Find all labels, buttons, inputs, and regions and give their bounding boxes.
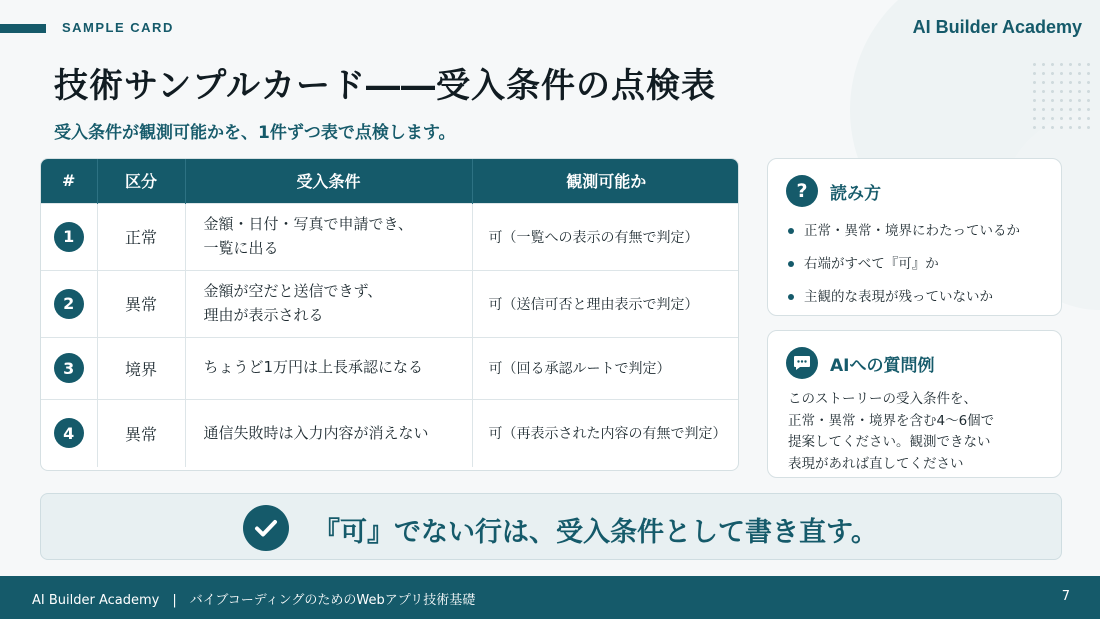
bullet-icon xyxy=(788,261,794,267)
column-header: 区分 xyxy=(97,159,185,203)
list-item: 主観的な表現が残っていないか xyxy=(788,285,1020,305)
callout-banner xyxy=(40,493,1062,560)
check-icon xyxy=(243,505,289,551)
row-category: 異常 xyxy=(97,399,185,467)
row-condition: 通信失敗時は入力内容が消えない xyxy=(185,399,472,467)
brand-logo: AI Builder Academy xyxy=(912,17,1082,37)
table-row xyxy=(41,337,739,399)
table-header-row xyxy=(41,159,739,203)
question-icon: ? xyxy=(786,175,818,207)
question-example-title: AIへの質問例 xyxy=(830,355,935,376)
page-subtitle: 受入条件が観測可能かを、1件ずつ表で点検します。 xyxy=(54,123,456,143)
footer-text: AI Builder Academy | バイブコーディングのためのWebアプリ技術基礎 xyxy=(32,593,476,608)
table-row xyxy=(41,270,739,337)
table-row xyxy=(41,203,739,270)
question-example-text: このストーリーの受入条件を、 正常・異常・境界を含む4〜6個で 提案してください。観測できない 表現があれば直してください xyxy=(788,391,995,472)
footer xyxy=(0,576,1100,619)
row-condition: ちょうど1万円は上長承認になる xyxy=(185,337,472,399)
row-observable: 可（再表示された内容の有無で判定） xyxy=(472,399,739,467)
question-example-card xyxy=(767,330,1062,478)
row-number-badge: 3 xyxy=(54,353,84,383)
howto-card xyxy=(767,158,1062,316)
row-category: 境界 xyxy=(97,337,185,399)
row-category: 異常 xyxy=(97,270,185,337)
bullet-icon xyxy=(788,294,794,300)
accent-bar xyxy=(0,24,46,33)
column-header: 受入条件 xyxy=(185,159,472,203)
list-item: 正常・異常・境界にわたっているか xyxy=(788,219,1020,239)
row-number-badge: 1 xyxy=(54,222,84,252)
sample-card-label: SAMPLE CARD xyxy=(62,20,174,35)
row-condition: 金額が空だと送信できず、 理由が表示される xyxy=(185,270,472,337)
row-observable: 可（送信可否と理由表示で判定） xyxy=(472,270,739,337)
table-row xyxy=(41,399,739,467)
howto-list xyxy=(788,219,1020,318)
row-number-badge: 2 xyxy=(54,289,84,319)
row-number-badge: 4 xyxy=(54,418,84,448)
row-observable: 可（一覧への表示の有無で判定） xyxy=(472,203,739,270)
row-condition: 金額・日付・写真で申請でき、 一覧に出る xyxy=(185,203,472,270)
callout-text: 『可』でない行は、受入条件として書き直す。 xyxy=(313,517,878,548)
page-number: 7 xyxy=(1061,589,1070,604)
column-header: 観測可能か xyxy=(566,172,647,192)
row-category: 正常 xyxy=(97,203,185,270)
howto-title: 読み方 xyxy=(830,183,881,204)
acceptance-table xyxy=(40,158,739,471)
chat-icon xyxy=(786,347,818,379)
page-title: 技術サンプルカード――受入条件の点検表 xyxy=(54,66,716,106)
list-item: 右端がすべて『可』か xyxy=(788,252,1020,272)
column-header: # xyxy=(41,159,97,203)
row-observable: 可（回る承認ルートで判定） xyxy=(472,337,739,399)
dot-pattern xyxy=(1030,60,1094,132)
bullet-icon xyxy=(788,228,794,234)
